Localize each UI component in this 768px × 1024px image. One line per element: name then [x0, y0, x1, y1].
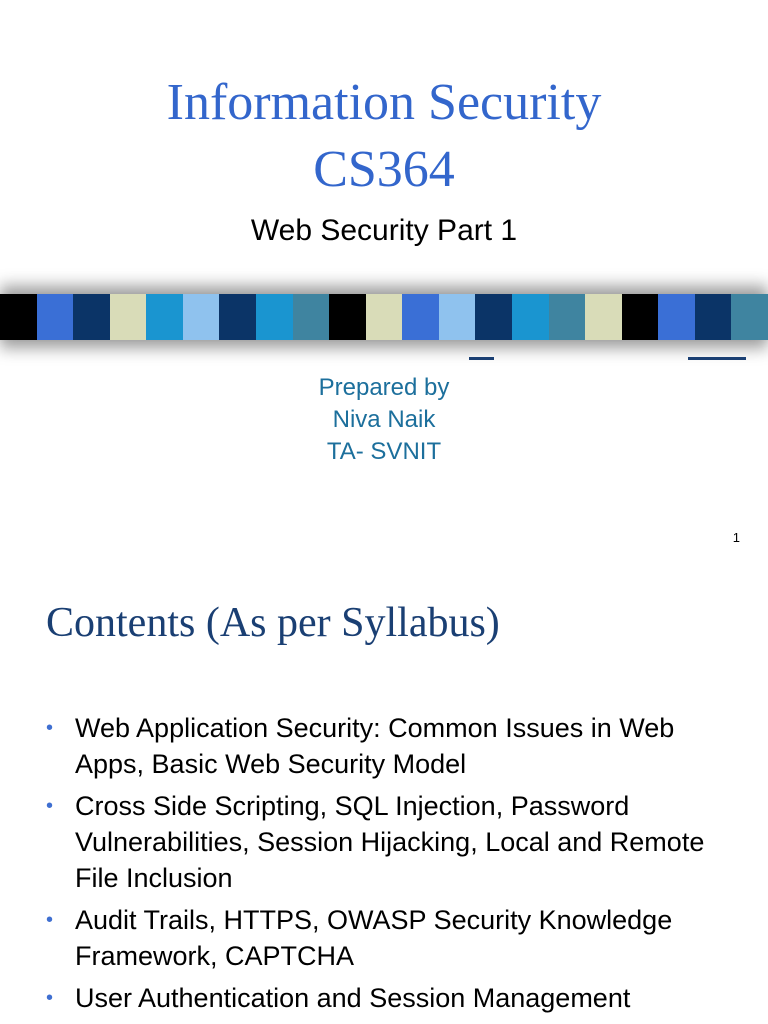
- stripe-segment: [585, 294, 622, 340]
- stripe-segment: [512, 294, 549, 340]
- prepared-by-label: Prepared by: [318, 374, 450, 401]
- bullet-text: Cross Side Scripting, SQL Injection, Password Vulnerabilities, Session Hijacking, Local and Remote File Inclusion: [75, 791, 705, 893]
- stripe-segment: [549, 294, 586, 340]
- author-block: [0, 372, 768, 468]
- stripe-segment: [731, 294, 768, 340]
- decorative-underline-left: [469, 357, 494, 360]
- contents-bullet-list: [46, 710, 746, 1022]
- contents-title: Contents (As per Syllabus): [46, 600, 500, 646]
- stripe-segment: [146, 294, 183, 340]
- stripe-segment: [366, 294, 403, 340]
- decorative-stripe-band: [0, 294, 768, 340]
- stripe-segment: [622, 294, 659, 340]
- list-item: [46, 902, 746, 974]
- author-role: TA- SVNIT: [326, 438, 442, 465]
- stripe-segment: [439, 294, 476, 340]
- list-item: [46, 980, 746, 1016]
- stripe-segment: [695, 294, 732, 340]
- bullet-text: Web Application Security: Common Issues in Web Apps, Basic Web Security Model: [75, 713, 675, 779]
- list-item: [46, 788, 746, 896]
- stripe-segment: [329, 294, 366, 340]
- stripe-segment: [293, 294, 330, 340]
- slide-number: 1: [732, 530, 740, 545]
- stripe-segment: [73, 294, 110, 340]
- title-line-1: Information Security: [166, 74, 602, 131]
- bullet-text: User Authentication and Session Management: [75, 983, 631, 1013]
- stripe-segment: [0, 294, 37, 340]
- title-line-2: CS364: [313, 141, 455, 198]
- list-item: [46, 710, 746, 782]
- stripe-segment: [402, 294, 439, 340]
- slide-contents: [0, 576, 768, 1024]
- bullet-icon: •: [46, 795, 54, 817]
- bullet-text: Audit Trails, HTTPS, OWASP Security Knowledge Framework, CAPTCHA: [75, 905, 673, 971]
- stripe-segment: [219, 294, 256, 340]
- decorative-underline-right: [688, 357, 746, 360]
- stripe-segment: [183, 294, 220, 340]
- stripe-segment: [475, 294, 512, 340]
- stripe-segment: [256, 294, 293, 340]
- author-name: Niva Naik: [332, 406, 436, 433]
- stripe-segment: [658, 294, 695, 340]
- stripe-segment: [37, 294, 74, 340]
- stripe-segment: [110, 294, 147, 340]
- bullet-icon: •: [46, 987, 54, 1009]
- bullet-icon: •: [46, 909, 54, 931]
- subtitle: Web Security Part 1: [250, 214, 518, 247]
- bullet-icon: •: [46, 717, 54, 739]
